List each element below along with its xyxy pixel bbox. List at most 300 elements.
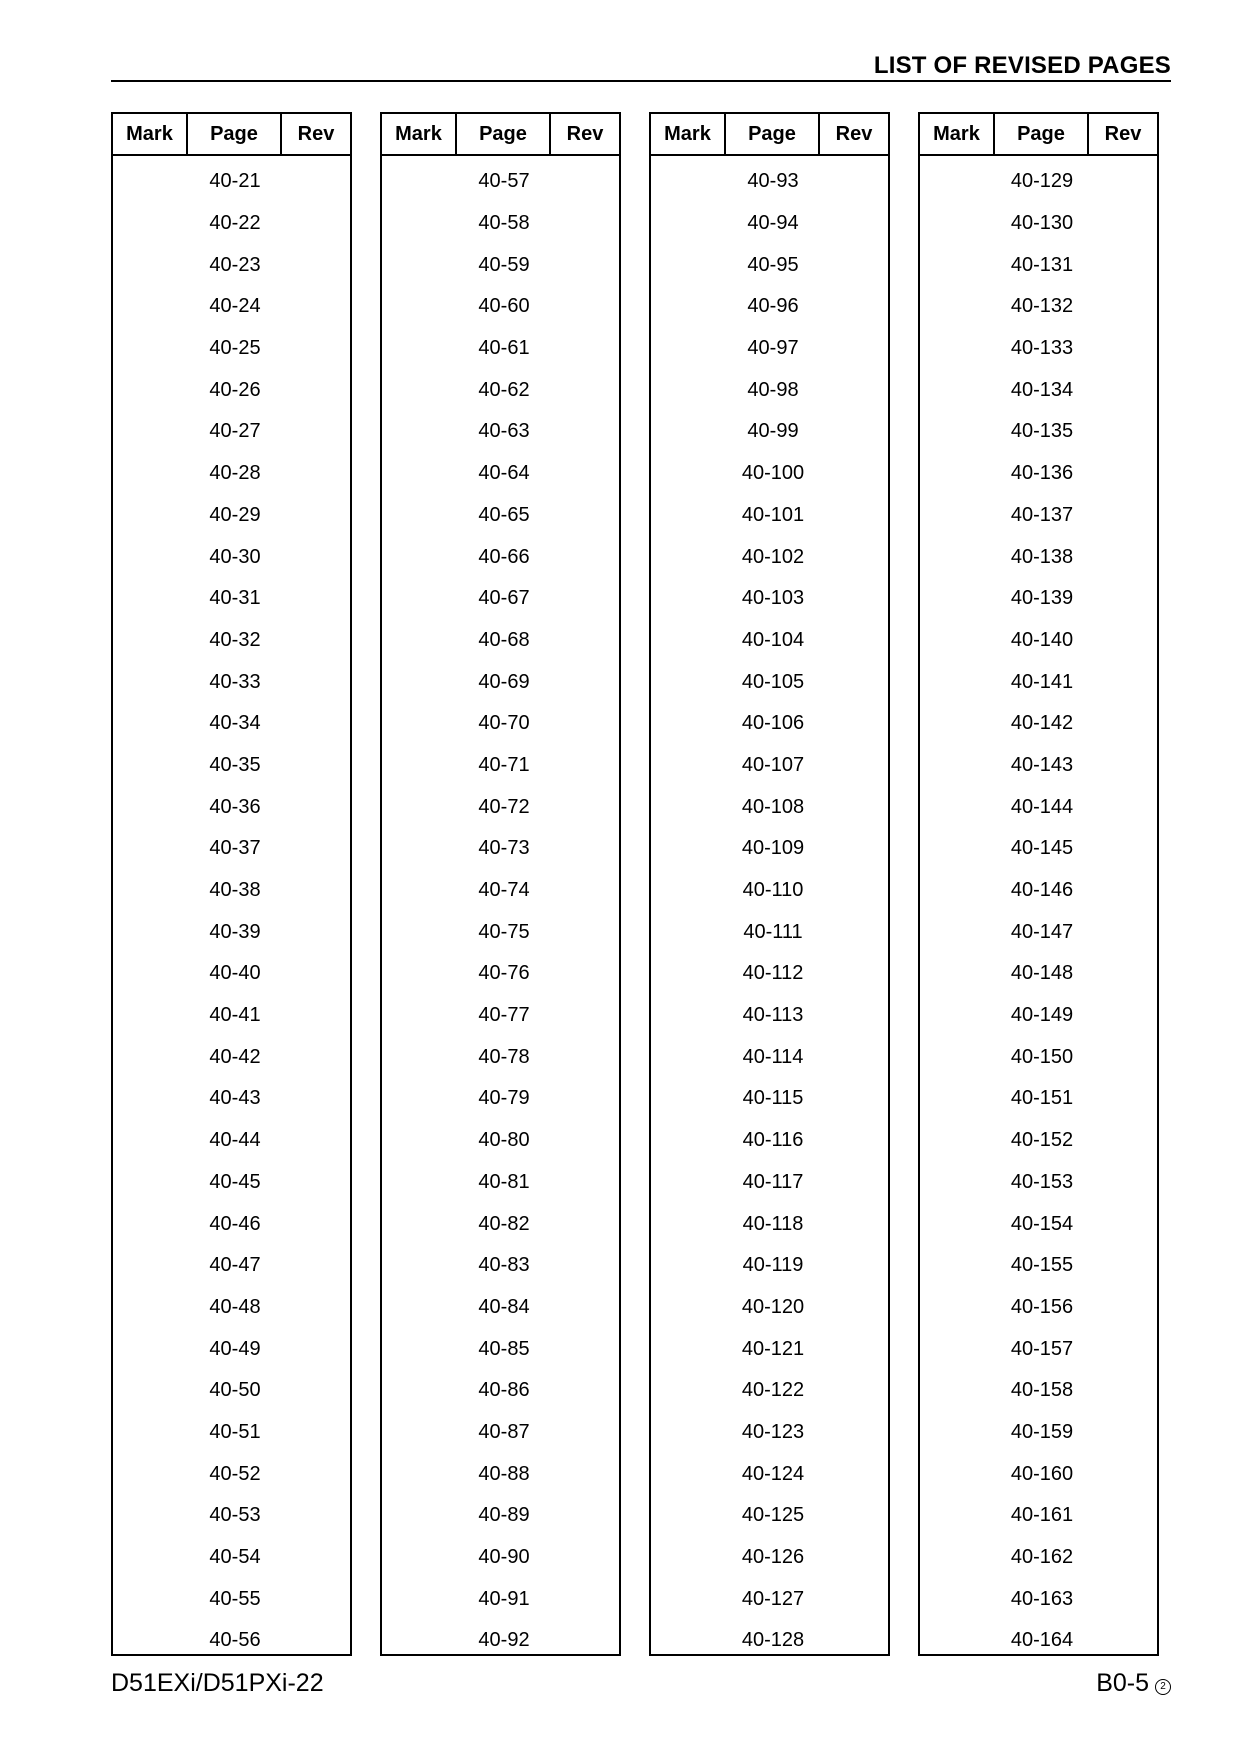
page-cell: 40-75 — [478, 920, 530, 943]
page-cell: 40-95 — [747, 253, 799, 276]
page-cell: 40-154 — [1010, 1212, 1074, 1235]
page-cell: 40-60 — [478, 295, 530, 318]
page-cell: 40-34 — [209, 712, 261, 735]
table-body — [920, 156, 1157, 1662]
page-cell: 40-132 — [1010, 295, 1074, 318]
page-cell: 40-139 — [1010, 587, 1074, 610]
table-row — [920, 828, 1157, 870]
table-row — [651, 411, 888, 453]
page-cell: 40-37 — [209, 837, 261, 860]
table-row — [920, 1495, 1157, 1537]
page-cell: 40-21 — [209, 170, 261, 193]
page-cell: 40-86 — [478, 1379, 530, 1402]
table-row — [651, 661, 888, 703]
table-row — [920, 578, 1157, 620]
table-row — [382, 745, 619, 787]
page-cell: 40-146 — [1010, 879, 1074, 902]
table-row — [382, 1245, 619, 1287]
table-row — [113, 161, 350, 203]
revision-badge: 2 — [1155, 1679, 1171, 1695]
page-cell: 40-144 — [1010, 795, 1074, 818]
table-row — [382, 369, 619, 411]
table-row — [382, 828, 619, 870]
page-cell: 40-41 — [209, 1004, 261, 1027]
table-row — [920, 203, 1157, 245]
page-cell: 40-126 — [741, 1546, 805, 1569]
page-title: LIST OF REVISED PAGES — [873, 52, 1171, 79]
table-row — [651, 1537, 888, 1579]
column-header-rev: Rev — [297, 122, 335, 145]
table-row — [382, 1620, 619, 1662]
page-cell: 40-73 — [478, 837, 530, 860]
table-row — [113, 453, 350, 495]
table-row — [382, 411, 619, 453]
column-header-rev: Rev — [1104, 122, 1142, 145]
page-cell: 40-153 — [1010, 1170, 1074, 1193]
page-cell: 40-22 — [209, 212, 261, 235]
page-cell: 40-87 — [478, 1420, 530, 1443]
table-row — [651, 495, 888, 537]
page-cell: 40-155 — [1010, 1254, 1074, 1277]
table-row — [651, 1120, 888, 1162]
table-row — [113, 1495, 350, 1537]
table-row — [920, 495, 1157, 537]
table-row — [113, 1036, 350, 1078]
table-row — [651, 828, 888, 870]
table-row — [113, 1453, 350, 1495]
page-cell: 40-42 — [209, 1045, 261, 1068]
table-row — [113, 1245, 350, 1287]
table-row — [920, 369, 1157, 411]
table-row — [651, 536, 888, 578]
table-row — [113, 1120, 350, 1162]
footer-page — [1096, 1669, 1171, 1698]
page-cell: 40-118 — [742, 1212, 804, 1235]
page-cell: 40-140 — [1010, 628, 1074, 651]
page-cell: 40-55 — [209, 1587, 261, 1610]
page-cell: 40-54 — [209, 1546, 261, 1569]
column-header-rev: Rev — [566, 122, 604, 145]
page-cell: 40-128 — [741, 1629, 805, 1652]
page-cell: 40-67 — [478, 587, 530, 610]
table-row — [651, 1620, 888, 1662]
page-cell: 40-50 — [209, 1379, 261, 1402]
page-cell: 40-108 — [741, 795, 805, 818]
table-row — [651, 786, 888, 828]
page-cell: 40-97 — [747, 337, 799, 360]
page-cell: 40-122 — [741, 1379, 805, 1402]
page-cell: 40-94 — [747, 212, 799, 235]
table-body — [382, 156, 619, 1662]
table-row — [920, 1203, 1157, 1245]
table-header — [920, 114, 1157, 156]
page-cell: 40-43 — [209, 1087, 261, 1110]
table-row — [920, 286, 1157, 328]
page-cell: 40-156 — [1010, 1295, 1074, 1318]
page-cell: 40-81 — [478, 1170, 530, 1193]
page-cell: 40-109 — [741, 837, 805, 860]
page-cell: 40-121 — [741, 1337, 805, 1360]
page-cell: 40-44 — [209, 1129, 261, 1152]
page-cell: 40-39 — [209, 920, 261, 943]
page-cell: 40-38 — [209, 879, 261, 902]
table-row — [651, 1036, 888, 1078]
page-cell: 40-98 — [747, 378, 799, 401]
table-row — [113, 578, 350, 620]
page-cell: 40-149 — [1010, 1004, 1074, 1027]
column-header-mark: Mark — [920, 114, 995, 154]
page-cell: 40-83 — [478, 1254, 530, 1277]
table-row — [920, 661, 1157, 703]
page-cell: 40-40 — [209, 962, 261, 985]
table-row — [382, 1537, 619, 1579]
revision-table-4 — [918, 112, 1159, 1656]
table-row — [382, 703, 619, 745]
page-cell: 40-62 — [478, 378, 530, 401]
page-cell: 40-76 — [478, 962, 530, 985]
table-row — [651, 1370, 888, 1412]
page-cell: 40-147 — [1010, 920, 1074, 943]
table-row — [382, 1162, 619, 1204]
page-cell: 40-77 — [478, 1004, 530, 1027]
table-row — [651, 870, 888, 912]
table-row — [113, 1537, 350, 1579]
table-row — [113, 661, 350, 703]
table-row — [113, 495, 350, 537]
page-cell: 40-161 — [1010, 1504, 1074, 1527]
page-cell: 40-30 — [209, 545, 261, 568]
page-cell: 40-46 — [209, 1212, 261, 1235]
page-cell: 40-99 — [747, 420, 799, 443]
table-row — [382, 1453, 619, 1495]
table-row — [920, 870, 1157, 912]
page-cell: 40-131 — [1010, 253, 1074, 276]
page-cell: 40-148 — [1010, 962, 1074, 985]
table-row — [920, 911, 1157, 953]
page-cell: 40-160 — [1010, 1462, 1074, 1485]
table-row — [382, 995, 619, 1037]
page-cell: 40-88 — [478, 1462, 530, 1485]
page-cell: 40-66 — [478, 545, 530, 568]
table-row — [651, 1287, 888, 1329]
table-row — [382, 1578, 619, 1620]
table-row — [651, 1412, 888, 1454]
page-cell: 40-58 — [478, 212, 530, 235]
table-row — [651, 244, 888, 286]
table-row — [920, 745, 1157, 787]
page-cell: 40-84 — [478, 1295, 530, 1318]
table-row — [920, 1245, 1157, 1287]
page-cell: 40-61 — [478, 337, 530, 360]
table-row — [113, 911, 350, 953]
header-rule — [111, 80, 1171, 82]
table-row — [382, 661, 619, 703]
table-row — [113, 1078, 350, 1120]
page-cell: 40-31 — [209, 587, 261, 610]
table-row — [382, 286, 619, 328]
table-row — [651, 286, 888, 328]
table-row — [382, 870, 619, 912]
page-cell: 40-29 — [209, 503, 261, 526]
footer-model: D51EXi/D51PXi-22 — [111, 1669, 324, 1697]
table-row — [113, 369, 350, 411]
table-row — [651, 453, 888, 495]
page-cell: 40-24 — [209, 295, 261, 318]
table-row — [920, 1453, 1157, 1495]
page-cell: 40-51 — [209, 1420, 261, 1443]
page-cell: 40-27 — [209, 420, 261, 443]
page-cell: 40-57 — [478, 170, 530, 193]
table-row — [113, 1578, 350, 1620]
page-cell: 40-133 — [1010, 337, 1074, 360]
page-cell: 40-138 — [1010, 545, 1074, 568]
page-cell: 40-103 — [741, 587, 805, 610]
table-row — [651, 1245, 888, 1287]
table-row — [382, 536, 619, 578]
table-row — [113, 1203, 350, 1245]
table-body — [651, 156, 888, 1662]
page-cell: 40-112 — [742, 962, 804, 985]
table-row — [382, 620, 619, 662]
table-row — [382, 453, 619, 495]
page-cell: 40-23 — [209, 253, 261, 276]
table-row — [920, 244, 1157, 286]
page-cell: 40-48 — [209, 1295, 261, 1318]
table-row — [113, 286, 350, 328]
table-row — [113, 828, 350, 870]
page-cell: 40-45 — [209, 1170, 261, 1193]
page-cell: 40-53 — [209, 1504, 261, 1527]
table-row — [382, 1370, 619, 1412]
page-cell: 40-74 — [478, 879, 530, 902]
table-row — [113, 1370, 350, 1412]
page-cell: 40-104 — [741, 628, 805, 651]
table-row — [920, 703, 1157, 745]
table-row — [920, 1412, 1157, 1454]
table-row — [113, 870, 350, 912]
page-cell: 40-93 — [747, 170, 799, 193]
table-row — [113, 703, 350, 745]
page-cell: 40-28 — [209, 462, 261, 485]
table-row — [113, 411, 350, 453]
table-row — [382, 161, 619, 203]
table-row — [113, 1162, 350, 1204]
table-row — [651, 911, 888, 953]
page-cell: 40-111 — [743, 920, 803, 943]
table-row — [382, 578, 619, 620]
table-row — [651, 745, 888, 787]
revision-table-2 — [380, 112, 621, 1656]
page-cell: 40-129 — [1010, 170, 1074, 193]
page-cell: 40-142 — [1010, 712, 1074, 735]
page-cell: 40-69 — [478, 670, 530, 693]
table-row — [920, 1578, 1157, 1620]
table-row — [920, 328, 1157, 370]
page-cell: 40-85 — [478, 1337, 530, 1360]
page-cell: 40-127 — [741, 1587, 805, 1610]
page-cell: 40-137 — [1010, 503, 1074, 526]
table-row — [920, 1620, 1157, 1662]
page-cell: 40-113 — [742, 1004, 804, 1027]
page-cell: 40-63 — [478, 420, 530, 443]
page-cell: 40-68 — [478, 628, 530, 651]
table-row — [651, 1203, 888, 1245]
page-cell: 40-106 — [741, 712, 805, 735]
page-cell: 40-105 — [741, 670, 805, 693]
page-cell: 40-26 — [209, 378, 261, 401]
table-row — [651, 1162, 888, 1204]
table-row — [920, 1036, 1157, 1078]
page-cell: 40-72 — [478, 795, 530, 818]
column-header-mark: Mark — [382, 114, 457, 154]
table-row — [920, 1162, 1157, 1204]
page-cell: 40-136 — [1010, 462, 1074, 485]
table-row — [113, 203, 350, 245]
page-cell: 40-125 — [741, 1504, 805, 1527]
page-cell: 40-151 — [1010, 1087, 1074, 1110]
table-row — [920, 1328, 1157, 1370]
table-row — [382, 1078, 619, 1120]
table-row — [113, 745, 350, 787]
table-row — [382, 786, 619, 828]
table-row — [113, 1287, 350, 1329]
column-header-mark: Mark — [113, 114, 188, 154]
page-cell: 40-114 — [742, 1045, 804, 1068]
page-cell: 40-141 — [1010, 670, 1074, 693]
table-row — [920, 1287, 1157, 1329]
page-cell: 40-96 — [747, 295, 799, 318]
page-cell: 40-130 — [1010, 212, 1074, 235]
table-header — [113, 114, 350, 156]
table-row — [920, 995, 1157, 1037]
table-row — [382, 1287, 619, 1329]
table-row — [382, 1036, 619, 1078]
column-header-mark: Mark — [651, 114, 726, 154]
table-row — [920, 953, 1157, 995]
page-cell: 40-164 — [1010, 1629, 1074, 1652]
page-cell: 40-90 — [478, 1546, 530, 1569]
table-row — [651, 1495, 888, 1537]
page-cell: 40-150 — [1010, 1045, 1074, 1068]
page-cell: 40-152 — [1010, 1129, 1074, 1152]
table-row — [920, 1537, 1157, 1579]
page-cell: 40-157 — [1010, 1337, 1074, 1360]
table-row — [113, 620, 350, 662]
table-row — [382, 203, 619, 245]
table-row — [382, 244, 619, 286]
footer-page-number: B0-5 — [1096, 1669, 1149, 1697]
table-row — [651, 620, 888, 662]
table-header — [382, 114, 619, 156]
table-row — [920, 1120, 1157, 1162]
page-cell: 40-49 — [209, 1337, 261, 1360]
page-cell: 40-78 — [478, 1045, 530, 1068]
page-cell: 40-134 — [1010, 378, 1074, 401]
page-cell: 40-56 — [209, 1629, 261, 1652]
page-cell: 40-162 — [1010, 1546, 1074, 1569]
page-cell: 40-116 — [742, 1129, 804, 1152]
page-cell: 40-36 — [209, 795, 261, 818]
table-row — [920, 1078, 1157, 1120]
page-cell: 40-33 — [209, 670, 261, 693]
table-row — [113, 536, 350, 578]
table-row — [113, 995, 350, 1037]
table-row — [651, 328, 888, 370]
page-cell: 40-163 — [1010, 1587, 1074, 1610]
page-cell: 40-158 — [1010, 1379, 1074, 1402]
table-row — [651, 369, 888, 411]
page-cell: 40-25 — [209, 337, 261, 360]
table-row — [382, 1328, 619, 1370]
page-cell: 40-65 — [478, 503, 530, 526]
table-row — [113, 953, 350, 995]
page-cell: 40-47 — [209, 1254, 261, 1277]
table-row — [651, 703, 888, 745]
column-header-page: Page — [188, 114, 282, 154]
page-cell: 40-124 — [741, 1462, 805, 1485]
table-row — [113, 244, 350, 286]
table-row — [651, 1078, 888, 1120]
table-row — [382, 1412, 619, 1454]
table-row — [920, 453, 1157, 495]
page-cell: 40-159 — [1010, 1420, 1074, 1443]
table-row — [382, 328, 619, 370]
table-row — [651, 1453, 888, 1495]
page-cell: 40-82 — [478, 1212, 530, 1235]
page-cell: 40-79 — [478, 1087, 530, 1110]
table-row — [920, 411, 1157, 453]
page-cell: 40-59 — [478, 253, 530, 276]
page-cell: 40-110 — [742, 879, 804, 902]
page-cell: 40-117 — [742, 1170, 804, 1193]
page-cell: 40-107 — [741, 753, 805, 776]
page-cell: 40-120 — [741, 1295, 805, 1318]
page-cell: 40-89 — [478, 1504, 530, 1527]
page-cell: 40-71 — [478, 753, 530, 776]
table-row — [113, 1620, 350, 1662]
page-cell: 40-119 — [742, 1254, 804, 1277]
page-cell: 40-64 — [478, 462, 530, 485]
table-row — [382, 953, 619, 995]
table-row — [382, 1120, 619, 1162]
table-row — [651, 995, 888, 1037]
table-row — [113, 1412, 350, 1454]
column-header-rev: Rev — [835, 122, 873, 145]
page-cell: 40-52 — [209, 1462, 261, 1485]
page-cell: 40-70 — [478, 712, 530, 735]
table-row — [382, 911, 619, 953]
revision-table-1 — [111, 112, 352, 1656]
table-row — [651, 578, 888, 620]
table-row — [113, 786, 350, 828]
table-row — [651, 953, 888, 995]
revision-table-3 — [649, 112, 890, 1656]
table-row — [920, 620, 1157, 662]
table-row — [113, 328, 350, 370]
table-row — [651, 1328, 888, 1370]
page-cell: 40-143 — [1010, 753, 1074, 776]
table-row — [382, 1495, 619, 1537]
page-cell: 40-135 — [1010, 420, 1074, 443]
table-row — [651, 161, 888, 203]
page-cell: 40-92 — [478, 1629, 530, 1652]
column-header-page: Page — [457, 114, 551, 154]
table-row — [920, 536, 1157, 578]
table-header — [651, 114, 888, 156]
table-row — [382, 495, 619, 537]
table-row — [113, 1328, 350, 1370]
page-cell: 40-32 — [209, 628, 261, 651]
